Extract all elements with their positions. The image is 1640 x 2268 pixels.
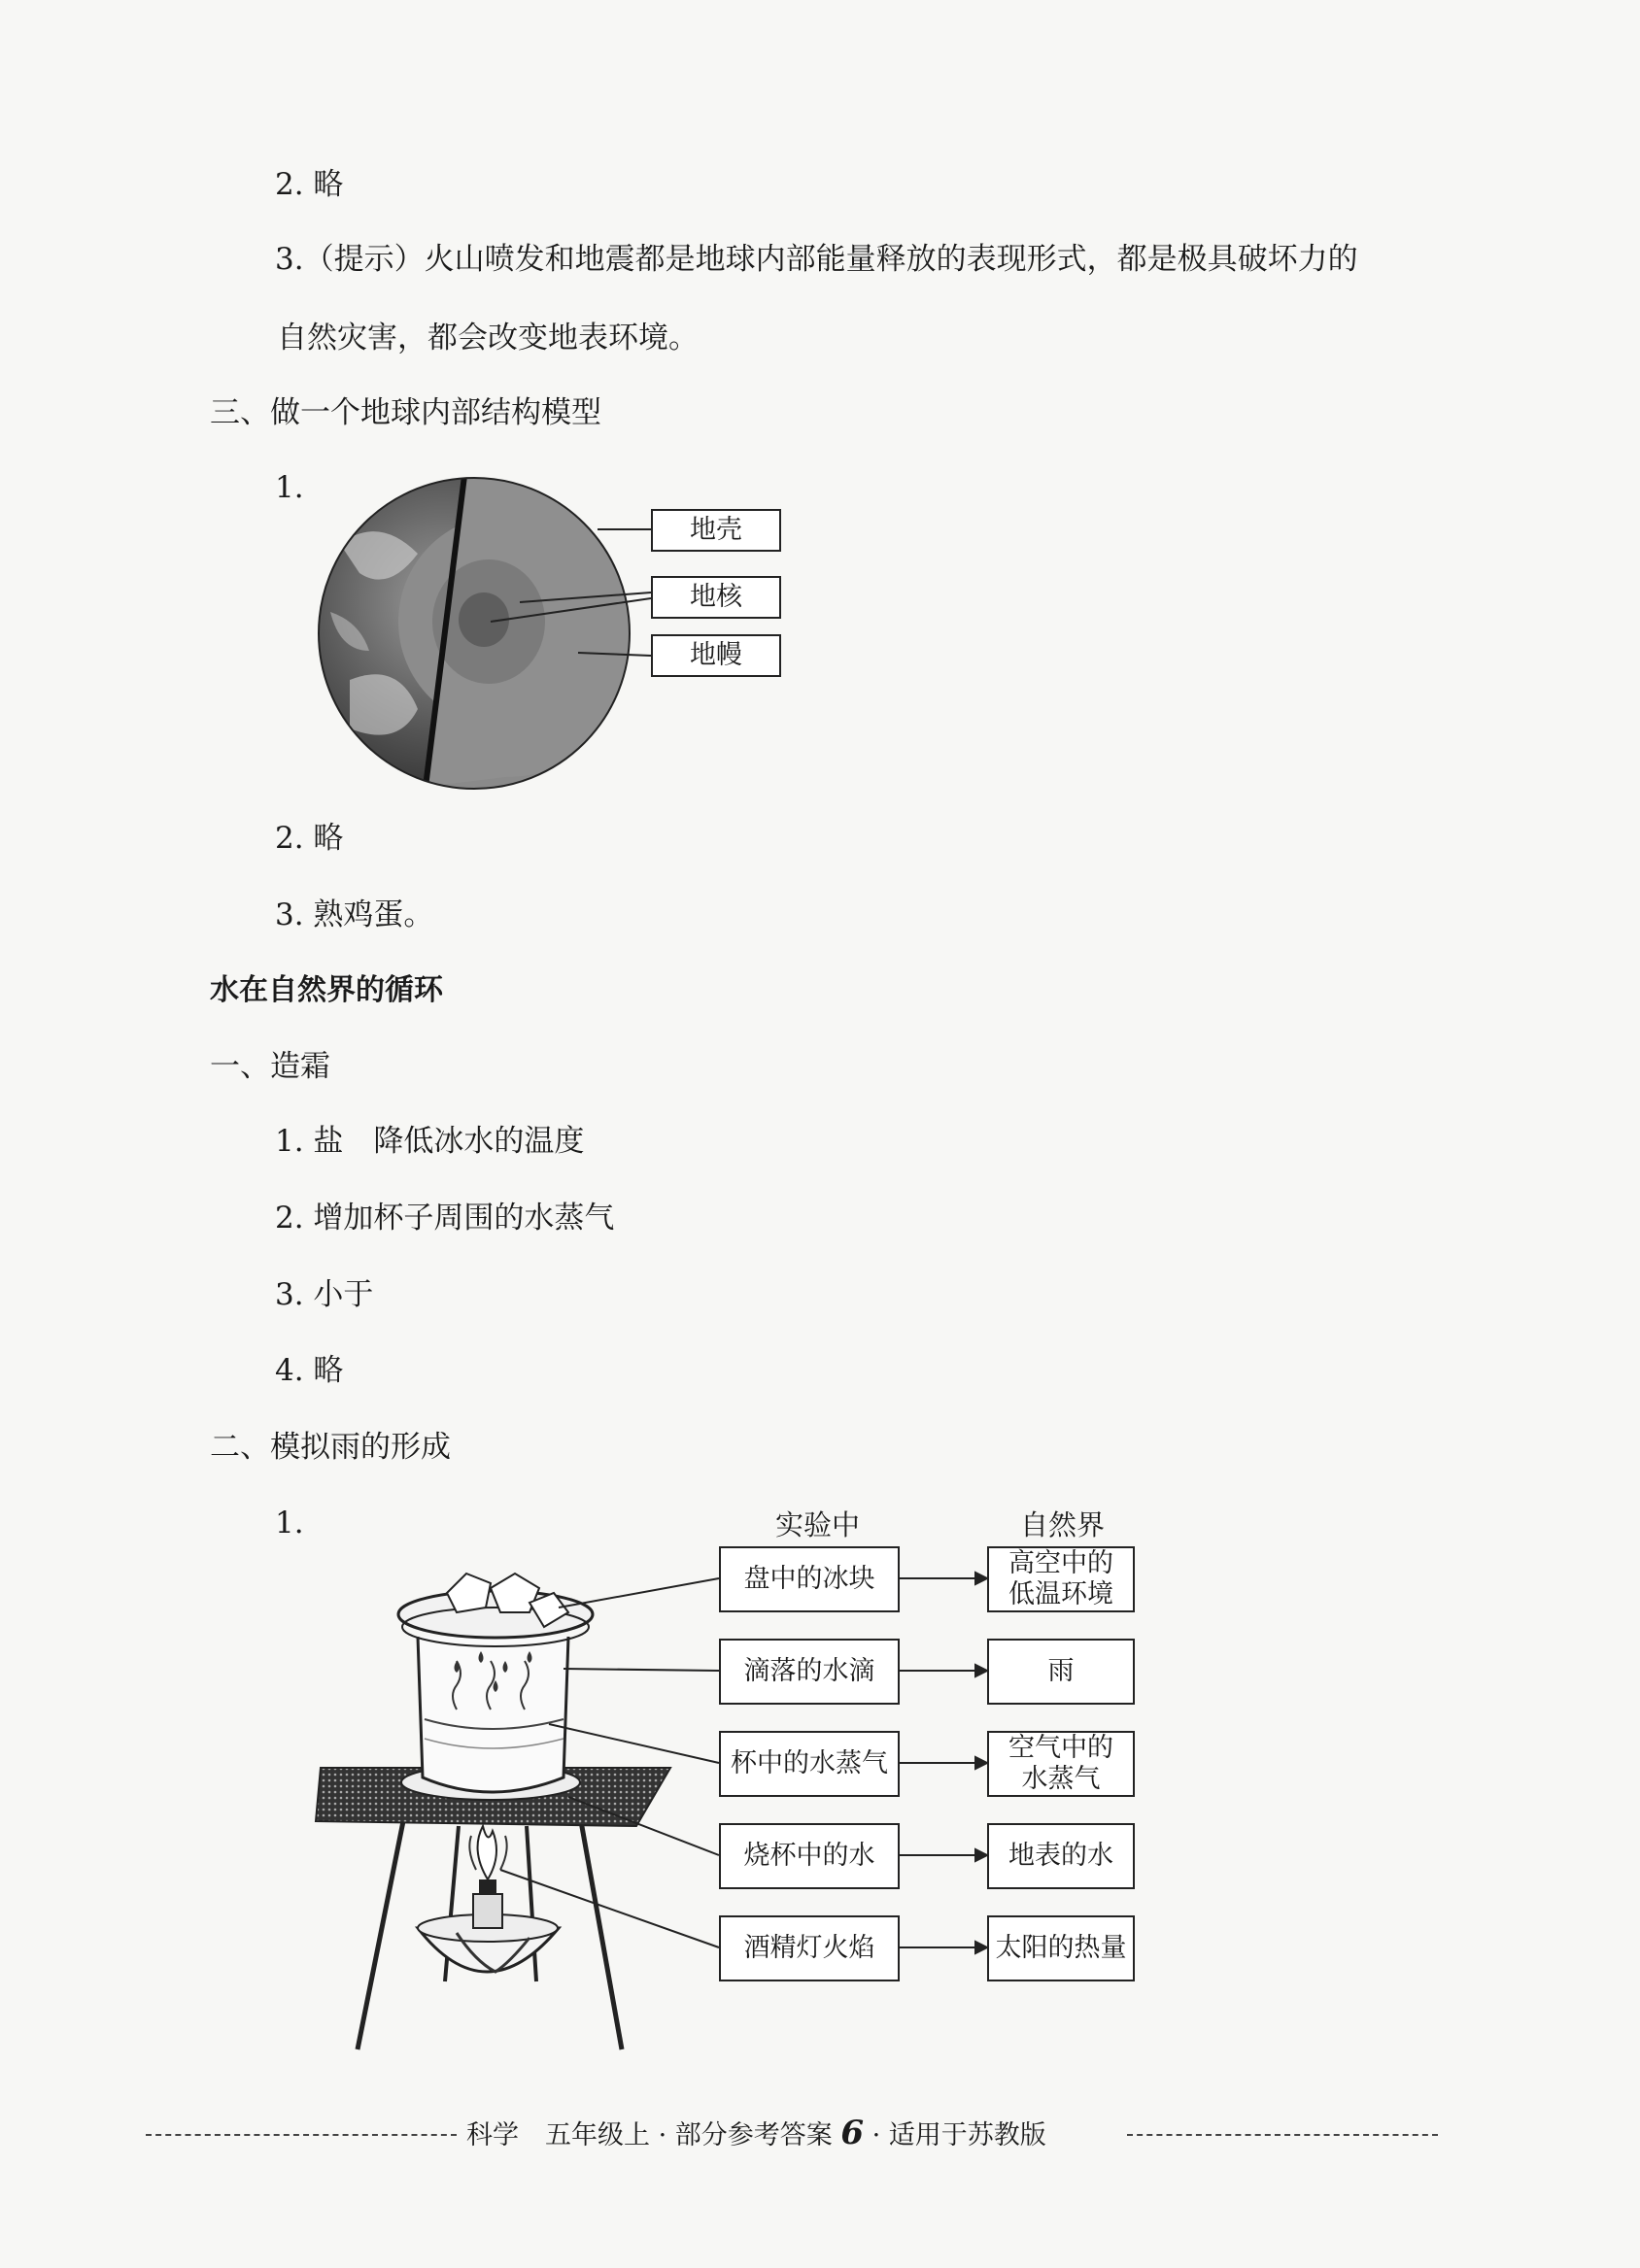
section-heading: 三、做一个地球内部结构模型	[210, 395, 601, 430]
question-number: 1.	[275, 1506, 304, 1540]
answer-line: 1. 盐 降低冰水的温度	[275, 1124, 585, 1159]
label-core: 地核	[651, 576, 781, 619]
label-mantle: 地幔	[651, 634, 781, 677]
nature-box: 雨	[987, 1639, 1135, 1705]
answer-line: 3. 熟鸡蛋。	[275, 897, 434, 932]
nature-box: 太阳的热量	[987, 1915, 1135, 1981]
column-header-experiment: 实验中	[775, 1508, 861, 1541]
label-crust: 地壳	[651, 509, 781, 552]
experiment-box: 滴落的水滴	[719, 1639, 900, 1705]
question-number: 1.	[275, 470, 304, 505]
answer-line: 2. 略	[275, 821, 344, 856]
nature-box: 高空中的 低温环境	[987, 1546, 1135, 1612]
experiment-box: 烧杯中的水	[719, 1823, 900, 1889]
answer-line: 自然灾害，都会改变地表环境。	[277, 321, 699, 355]
answer-line: 3.（提示）火山喷发和地震都是地球内部能量释放的表现形式，都是极具破坏力的	[275, 242, 1358, 277]
footer-left: 科学 五年级上 · 部分参考答案	[466, 2120, 833, 2150]
experiment-box: 盘中的冰块	[719, 1546, 900, 1612]
experiment-box: 杯中的水蒸气	[719, 1731, 900, 1797]
answer-line: 2. 增加杯子周围的水蒸气	[275, 1201, 615, 1236]
page-number: 6	[840, 2114, 865, 2152]
answer-line: 2. 略	[275, 167, 344, 202]
section-heading: 一、造霜	[210, 1049, 330, 1084]
answer-line: 3. 小于	[275, 1277, 374, 1312]
section-heading: 二、模拟雨的形成	[210, 1430, 451, 1465]
footer-rule-left	[146, 2134, 457, 2136]
footer	[466, 2114, 1046, 2155]
answer-line: 4. 略	[275, 1353, 344, 1388]
column-header-nature: 自然界	[1020, 1508, 1106, 1541]
footer-rule-right	[1127, 2134, 1438, 2136]
nature-box: 地表的水	[987, 1823, 1135, 1889]
footer-right: · 适用于苏教版	[871, 2120, 1046, 2150]
lesson-title: 水在自然界的循环	[210, 973, 443, 1007]
experiment-box: 酒精灯火焰	[719, 1915, 900, 1981]
nature-box: 空气中的 水蒸气	[987, 1731, 1135, 1797]
